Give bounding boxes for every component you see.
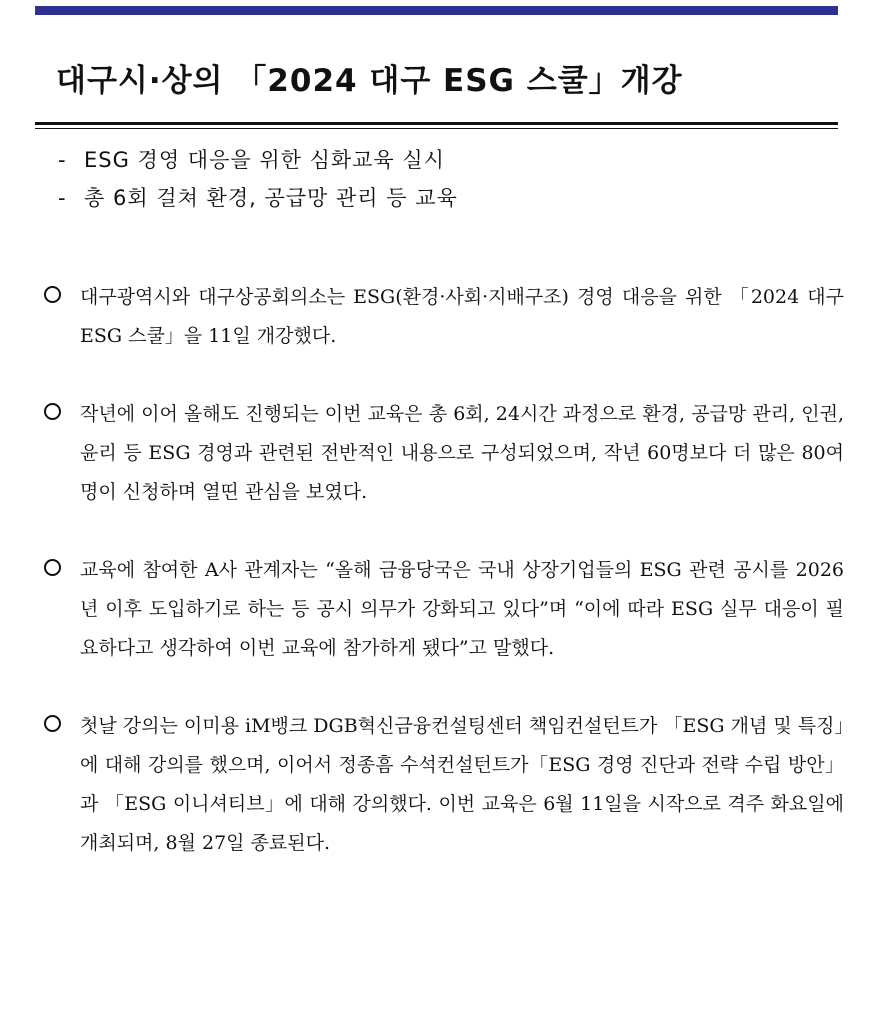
- subtitle-list: [58, 141, 458, 217]
- title-divider-thick: [35, 122, 838, 125]
- title-divider-thin: [35, 128, 838, 129]
- paragraph-text: 대구광역시와 대구상공회의소는 ESG(환경·사회·지배구조) 경영 대응을 위한 「2024 대구 ESG 스쿨」을 11일 개강했다.: [80, 286, 844, 347]
- subtitle-text: ESG 경영 대응을 위한 심화교육 실시: [84, 148, 445, 172]
- article-paragraph: [44, 395, 844, 512]
- top-accent-bar: [35, 6, 838, 15]
- paragraph-text: 첫날 강의는 이미용 iM뱅크 DGB혁신금융컨설팅센터 책임컨설턴트가 「ESG 개념 및 특징」에 대해 강의를 했으며, 이어서 정종흠 수석컨설턴트가「ESG 경영 진단과 전략 수립 방안」과 「ESG 이니셔티브」에 대해 강의했다. 이번 교육은 6월 11일을 시작으로 격주 화요일에 개최되며, 8월 27일 종료된다.: [80, 715, 844, 854]
- subtitle-text: 총 6회 걸쳐 환경, 공급망 관리 등 교육: [84, 186, 458, 210]
- subtitle-dash: -: [58, 148, 67, 172]
- article-paragraph: [44, 707, 844, 863]
- subtitle-item: [58, 141, 458, 179]
- article-body: [44, 278, 844, 902]
- hollow-circle-icon: [44, 286, 61, 303]
- hollow-circle-icon: [44, 715, 61, 732]
- hollow-circle-icon: [44, 559, 61, 576]
- article-paragraph: [44, 278, 844, 356]
- subtitle-item: [58, 179, 458, 217]
- page-title: 대구시·상의 「2024 대구 ESG 스쿨」개강: [56, 63, 683, 99]
- paragraph-text: 교육에 참여한 A사 관계자는 “올해 금융당국은 국내 상장기업들의 ESG 관련 공시를 2026년 이후 도입하기로 하는 등 공시 의무가 강화되고 있다”며 “이에 따라 ESG 실무 대응이 필요하다고 생각하여 이번 교육에 참가하게 됐다”고 말했다.: [80, 559, 844, 659]
- hollow-circle-icon: [44, 403, 61, 420]
- paragraph-text: 작년에 이어 올해도 진행되는 이번 교육은 총 6회, 24시간 과정으로 환경, 공급망 관리, 인권, 윤리 등 ESG 경영과 관련된 전반적인 내용으로 구성되었으며, 작년 60명보다 더 많은 80여명이 신청하며 열띤 관심을 보였다.: [80, 403, 844, 503]
- subtitle-dash: -: [58, 186, 67, 210]
- article-paragraph: [44, 551, 844, 668]
